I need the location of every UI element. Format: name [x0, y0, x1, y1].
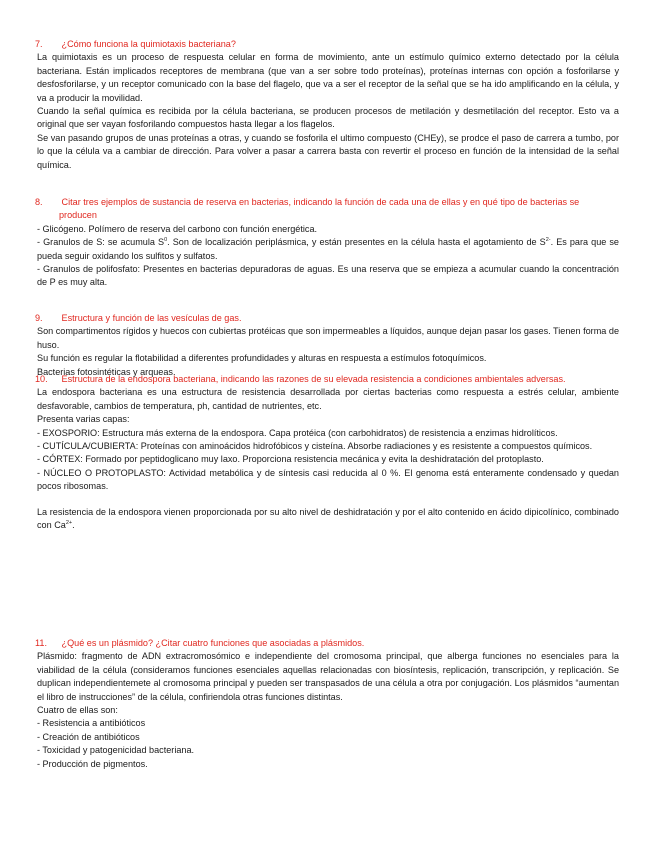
list-item: - Resistencia a antibióticos	[37, 718, 146, 729]
section-8	[37, 196, 619, 290]
list-item: - Producción de pigmentos.	[37, 758, 148, 769]
section-9-heading	[37, 312, 619, 325]
exosporio-item: - EXOSPORIO: Estructura más externa de la endospora. Capa protéica (con carbohidratos) de resistencia a enzimas hidrolíticos.	[37, 427, 558, 438]
resistance-paragraph	[37, 506, 619, 533]
granulos-s-text: - Granulos de S: se acumula S	[37, 237, 165, 248]
section-10-paragraph: La endospora bacteriana es una estructura de resistencia desarrollada por ciertas bacterias como respuesta a estrés celular, ambiente desfavorable, cambios de temperatura, ph, cantidad de nutrientes, etc.	[37, 387, 619, 411]
section-10-paragraph: Presenta varias capas:	[37, 414, 130, 425]
list-item: - Creación de antibióticos	[37, 731, 140, 742]
section-10-number: 10.	[35, 374, 48, 384]
section-10	[37, 373, 619, 532]
section-7-paragraph: Se van pasando grupos de unas proteínas a otras, y cuando se fosforila el ultimo compuesto (CHEy), se prodce el paso de carrera a tumbo, por lo que la célula va a cambiar de dirección. Para volver a pasar a carrera basta con revertir el proceso en función de la intensidad de la señal química.	[37, 132, 619, 170]
cuticula-item: - CUTÍCULA/CUBIERTA: Proteínas con aminoácidos hidrofóbicos y cisteína. Absorbe radiaciones y es resistente a compuestos químicos.	[37, 441, 593, 452]
granulos-s-item	[37, 236, 619, 263]
section-10-heading	[37, 373, 619, 386]
nucleo-item: - NÚCLEO O PROTOPLASTO: Actividad metabólica y de síntesis casi reducida al 0 %. El genoma está enteramente condensado y quedan pocos ribosomas.	[37, 467, 619, 492]
section-11-paragraph: Plásmido: fragmento de ADN extracromosómico e independiente del cromosoma principal, que alberga funciones no esenciales para la viabilidad de la célula (consideramos funciones esenciales aquellas relacionadas con biosíntesis, replicación, transcripción, y replicación. Se duplican independientemete al cromosoma principal y pueden ser transpasados de una célula a otra por conjugación. Los plásmidos “aumentan el libro de instrucciones” de la célula, confiriendola otras funciones distintas.	[37, 651, 619, 702]
section-9-number: 9.	[35, 313, 43, 323]
section-7	[37, 38, 619, 172]
granulos-s-text: . Es para que se pueda seguir oxidando los sulfitos y sulfatos.	[37, 237, 619, 261]
resistance-text: .	[72, 520, 75, 531]
section-7-paragraph: La quimiotaxis es un proceso de respuesta celular en forma de movimiento, ante un estímulo químico externo detectado por la célula bacteriana. Están implicados receptores de membrana (que van a ser sobre todo proteínas), proteínas internas con opción a fosforilarse y desfosforilarse, y un receptor comunicado con la base del flagelo, que va a ser el receptor de la señal que se ha ido amplificando en la célula, y va a producir la movilidad.	[37, 52, 619, 103]
section-11-paragraph: Cuatro de ellas son:	[37, 705, 118, 716]
section-9	[37, 312, 619, 379]
list-item: - Toxicidad y patogenicidad bacteriana.	[37, 745, 195, 756]
section-7-title: ¿Cómo funciona la quimiotaxis bacteriana?	[61, 39, 236, 49]
section-9-paragraph: Su función es regular la flotabilidad a diferentes profundidades y alturas en respuesta a estímulos fotoquímicos.	[37, 353, 487, 364]
polifosfato-item: - Granulos de polifosfato: Presentes en bacterias depuradoras de aguas. Es una reserva que se empieza a acumular cuando la concentración de P es muy alta.	[37, 264, 619, 288]
section-11	[37, 637, 619, 771]
superscript: 0	[164, 237, 168, 244]
section-11-heading	[37, 637, 619, 650]
section-7-number: 7.	[35, 39, 43, 49]
section-8-title: Citar tres ejemplos de sustancia de reserva en bacterias, indicando la función de cada una de ellas y en qué tipo de bacterias se producen	[59, 197, 580, 221]
section-7-heading	[37, 38, 619, 51]
granulos-s-text: . Son de localización periplásmica, y están presentes en la célula hasta el agotamiento de S	[167, 237, 546, 248]
superscript: 2-	[545, 237, 551, 244]
section-10-title: Estructura de la endospora bacteriana, indicando las razones de su elevada resistencia a condiciones ambientales adversas.	[61, 374, 566, 384]
section-8-heading	[37, 196, 619, 223]
section-8-number: 8.	[35, 197, 43, 207]
resistance-text: La resistencia de la endospora vienen proporcionada por su alto nivel de deshidratación y por el alto contenido en ácido dipicolínico, combinado con Ca	[37, 506, 619, 531]
section-9-paragraph: Son compartimentos rígidos y huecos con cubiertas protéicas que son impermeables a líquidos, aunque dejan pasar los gases. Tienen forma de huso.	[37, 326, 619, 350]
section-11-title: ¿Qué es un plásmido? ¿Citar cuatro funciones que asociadas a plásmidos.	[61, 638, 365, 648]
section-11-number: 11.	[35, 638, 47, 648]
superscript: 2+	[65, 520, 73, 527]
section-9-title: Estructura y función de las vesículas de gas.	[61, 313, 242, 323]
section-7-paragraph: Cuando la señal química es recibida por la célula bacteriana, se producen procesos de metilación y desmetilación del receptor. Esto va a original que ser vayan fosforilando compuestos hasta llegar a los flagelos.	[37, 106, 619, 130]
glucogeno-item: - Glicógeno. Polímero de reserva del carbono con función energética.	[37, 223, 318, 234]
section-9-paragraph: Bacterias fotosintéticas y arqueas.	[37, 366, 176, 377]
cortex-item: - CÓRTEX: Formado por peptidoglicano muy laxo. Proporciona resistencia mecánica y evita la deshidratación del protoplasto.	[37, 454, 544, 465]
